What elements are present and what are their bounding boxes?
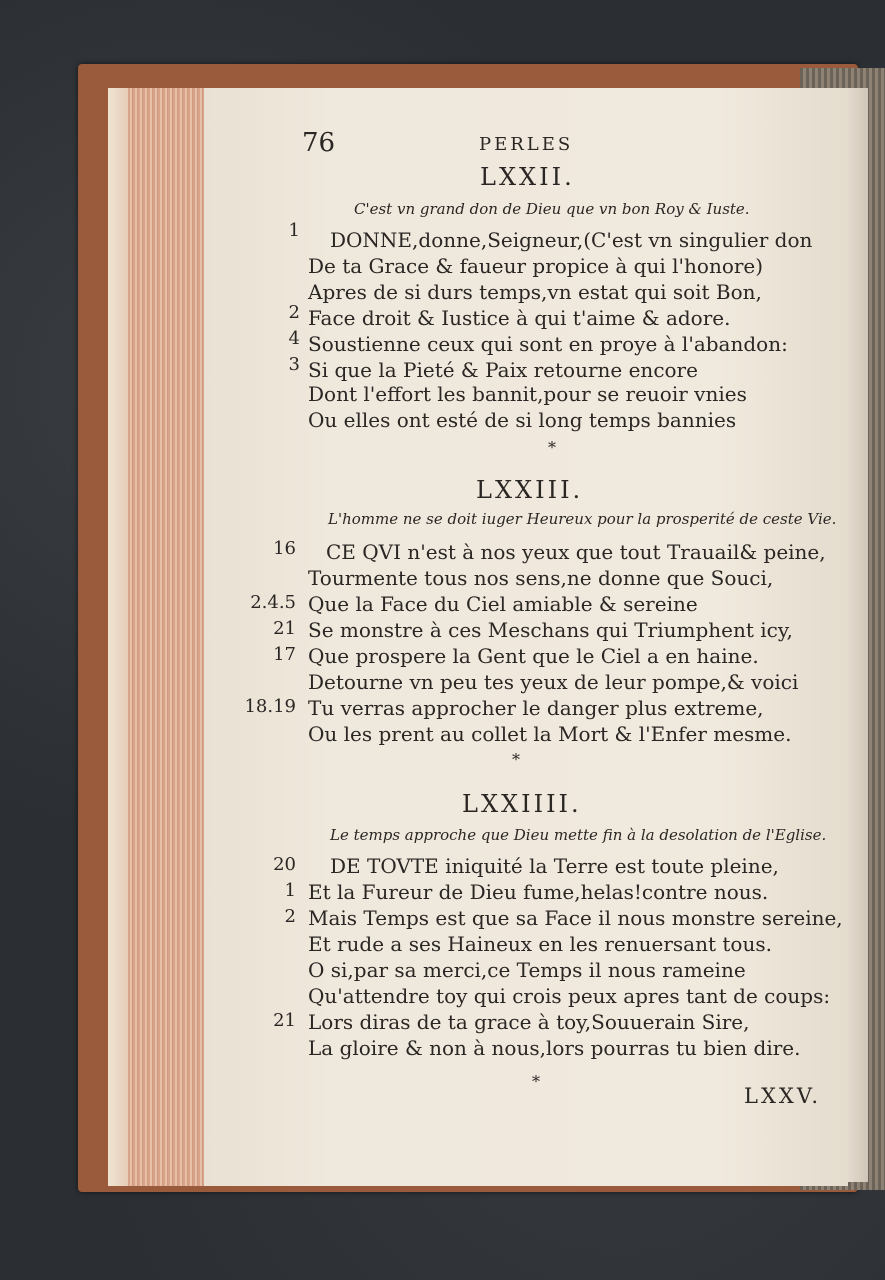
verse-line: Se monstre à ces Meschans qui Triumphent icy,: [308, 618, 793, 642]
verse-line: Detourne vn peu tes yeux de leur pompe,& voici: [308, 670, 799, 694]
verse-line: Qu'attendre toy qui crois peux apres tant de coups:: [308, 984, 831, 1008]
verse-line: Apres de si durs temps,vn estat qui soit Bon,: [308, 280, 762, 304]
catchword: LXXV.: [744, 1084, 822, 1108]
verse-line: De ta Grace & faueur propice à qui l'honore): [308, 254, 764, 278]
running-head: PERLES: [479, 134, 574, 155]
verse-number: 2: [284, 906, 296, 927]
verse-line: Lors diras de ta grace à toy,Souuerain Sire,: [308, 1010, 750, 1034]
verse-number: 2.4.5: [250, 592, 296, 613]
verse-line: DONNE,donne,Seigneur,(C'est vn singulier don: [330, 228, 813, 252]
verse-line: Ou elles ont esté de si long temps bannies: [308, 408, 737, 432]
verse-number: 21: [273, 618, 296, 639]
verse-number: 17: [273, 644, 296, 665]
verse-number: 4: [288, 328, 300, 349]
verse-line: Et rude a ses Haineux en les renuersant tous.: [308, 932, 772, 956]
verse-line: La gloire & non à nous,lors pourras tu bien dire.: [308, 1036, 801, 1060]
verse-line: Si que la Pieté & Paix retourne encore: [308, 358, 698, 382]
verse-line: DE TOVTE iniquité la Terre est toute pleine,: [330, 854, 779, 878]
section-heading: LXXIIII.: [462, 790, 582, 818]
verse-line: Soustienne ceux qui sont en proye à l'abandon:: [308, 332, 788, 356]
verse-number: 1: [288, 220, 300, 241]
verse-number: 16: [273, 538, 296, 559]
verse-number: 1: [284, 880, 296, 901]
section-heading: LXXIII.: [476, 476, 584, 504]
verse-line: Face droit & Iustice à qui t'aime & adore.: [308, 306, 731, 330]
page-number: 76: [302, 128, 336, 158]
verse-line: CE QVI n'est à nos yeux que tout Trauail& peine,: [326, 540, 826, 564]
section-subtitle: Le temps approche que Dieu mette fin à la desolation de l'Eglise.: [330, 826, 827, 844]
verse-line: Que prospere la Gent que le Ciel a en haine.: [308, 644, 759, 668]
section-heading: LXXII.: [480, 163, 575, 191]
verse-line: Mais Temps est que sa Face il nous monstre sereine,: [308, 906, 843, 930]
verse-number: 2: [288, 302, 300, 323]
page-edges-highlight: [108, 88, 128, 1186]
verse-line: Que la Face du Ciel amiable & sereine: [308, 592, 698, 616]
book-page: [204, 88, 848, 1186]
ornament-asterisk: *: [512, 750, 520, 769]
verse-line: O si,par sa merci,ce Temps il nous rameine: [308, 958, 746, 982]
verse-number: 3: [288, 354, 300, 375]
verse-line: Ou les prent au collet la Mort & l'Enfer mesme.: [308, 722, 792, 746]
ornament-asterisk: *: [548, 438, 556, 457]
verse-number: 21: [273, 1010, 296, 1031]
verse-line: Tu verras approcher le danger plus extreme,: [308, 696, 764, 720]
verse-line: Tourmente tous nos sens,ne donne que Souci,: [308, 566, 774, 590]
verse-line: Dont l'effort les bannit,pour se reuoir vnies: [308, 382, 747, 406]
section-subtitle: L'homme ne se doit iuger Heureux pour la prosperité de ceste Vie.: [328, 510, 837, 528]
verse-line: Et la Fureur de Dieu fume,helas!contre nous.: [308, 880, 769, 904]
right-page-edge: [846, 88, 868, 1182]
verse-number: 20: [273, 854, 296, 875]
section-subtitle: C'est vn grand don de Dieu que vn bon Roy & Iuste.: [354, 200, 750, 218]
ornament-asterisk: *: [532, 1072, 540, 1091]
verse-number: 18.19: [244, 696, 296, 717]
